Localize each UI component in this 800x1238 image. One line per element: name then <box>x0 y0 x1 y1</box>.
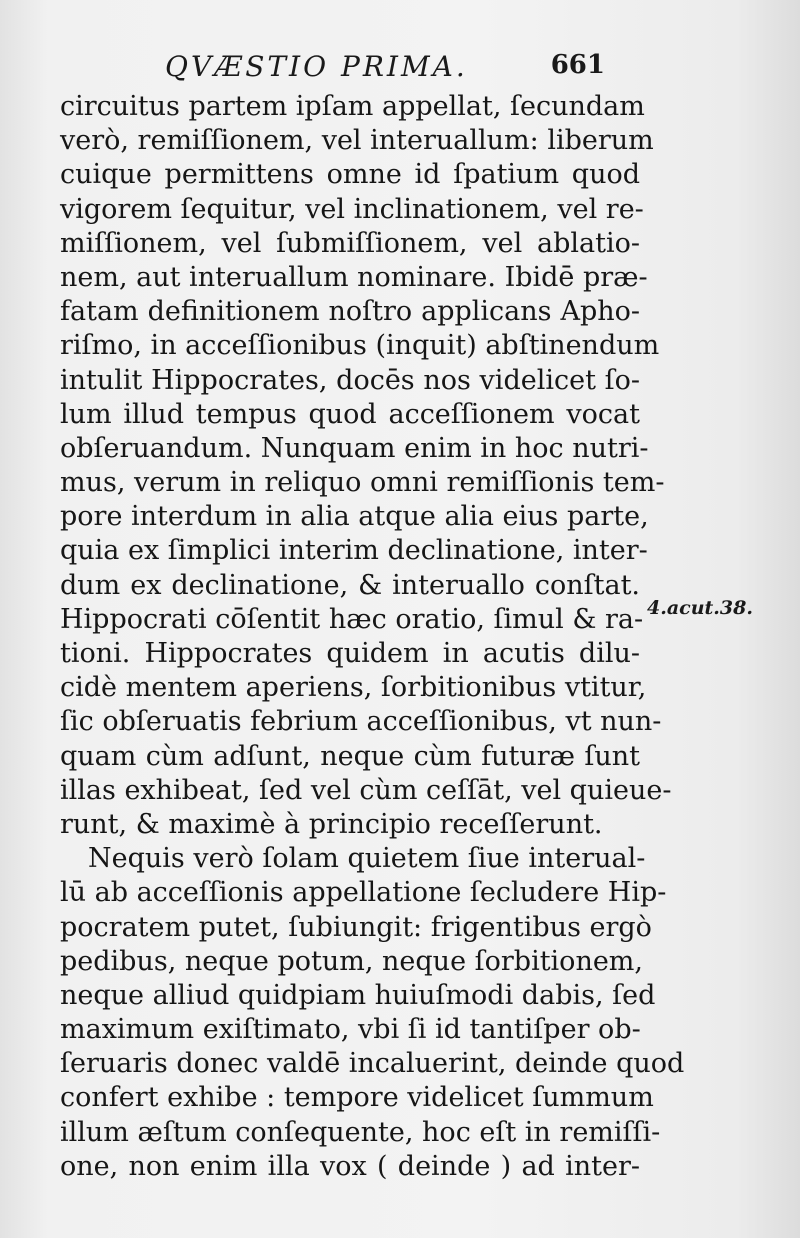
text-line: vigorem ſequitur, vel inclinationem, vel re- <box>60 193 644 225</box>
text-line: maximum exiſtimato, vbi ſi id tantiſper ob- <box>60 1014 641 1046</box>
text-line: ſeruaris donec valdē incaluerint, deinde quod <box>60 1048 685 1080</box>
text-line: verò, remiſſionem, vel interuallum: liberum <box>60 125 654 157</box>
text-line: fatam definitionem noſtro applicans Apho- <box>60 296 640 328</box>
text-line: pocratem putet, ſubiungit: frigentibus ergò <box>60 911 652 943</box>
text-line: lum illud tempus quod acceſſionem vocat <box>60 398 640 430</box>
text-line: Hippocrati cōſentit hæc oratio, ſimul & ra- <box>60 603 644 635</box>
page-number: 661 <box>550 50 605 80</box>
running-head <box>165 50 605 90</box>
text-line: tioni. Hippocrates quidem in acutis dilu- <box>60 638 640 669</box>
text-line: one, non enim illa vox ( deinde ) ad inter- <box>60 1150 640 1182</box>
text-line: pore interdum in alia atque alia eius parte, <box>60 501 649 533</box>
running-title: QVÆSTIO PRIMA. <box>165 50 468 83</box>
text-line: quam cùm adſunt, neque cùm futuræ ſunt <box>60 740 640 772</box>
text-line: cuique permittens omne id ſpatium quod <box>60 159 640 191</box>
text-line: runt, & maximè à principio receſſerunt. <box>60 808 603 840</box>
text-line: dum ex declinatione, & interuallo conſtat. <box>60 569 640 601</box>
text-line: riſmo, in acceſſionibus (inquit) abſtinendum <box>60 330 660 362</box>
text-line: cidè mentem aperiens, ſorbitionibus vtitur, <box>60 672 647 704</box>
text-line: nem, aut interuallum nominare. Ibidē præ- <box>60 261 648 293</box>
text-line: confert exhibe : tempore videlicet ſummum <box>60 1082 654 1114</box>
text-line: Nequis verò ſolam quietem ſiue interual- <box>88 843 646 875</box>
text-line: miſſionem, vel ſubmiſſionem, vel ablatio- <box>60 227 640 259</box>
margin-note: 4.acut.38. <box>647 597 753 619</box>
text-line: quia ex ſimplici interim declinatione, inter- <box>60 535 648 567</box>
text-line: illum æſtum conſequente, hoc eſt in remiſſi- <box>60 1116 661 1148</box>
text-line: neque alliud quidpiam huiuſmodi dabis, ſed <box>60 979 656 1011</box>
text-line: lū ab acceſſionis appellatione ſecludere Hip- <box>60 877 667 909</box>
text-line: obſeruandum. Nunquam enim in hoc nutri- <box>60 432 649 464</box>
text-line: intulit Hippocrates, docēs nos videlicet ſo- <box>60 364 640 396</box>
text-line: ſic obſeruatis febrium acceſſionibus, vt nun- <box>60 706 662 738</box>
text-line: mus, verum in reliquo omni remiſſionis tem- <box>60 467 665 499</box>
text-line: circuitus partem ipſam appellat, ſecundam <box>60 91 645 122</box>
text-line: illas exhibeat, ſed vel cùm ceſſāt, vel quieue- <box>60 774 672 806</box>
body-text <box>60 90 685 1184</box>
text-line: pedibus, neque potum, neque ſorbitionem, <box>60 945 643 977</box>
